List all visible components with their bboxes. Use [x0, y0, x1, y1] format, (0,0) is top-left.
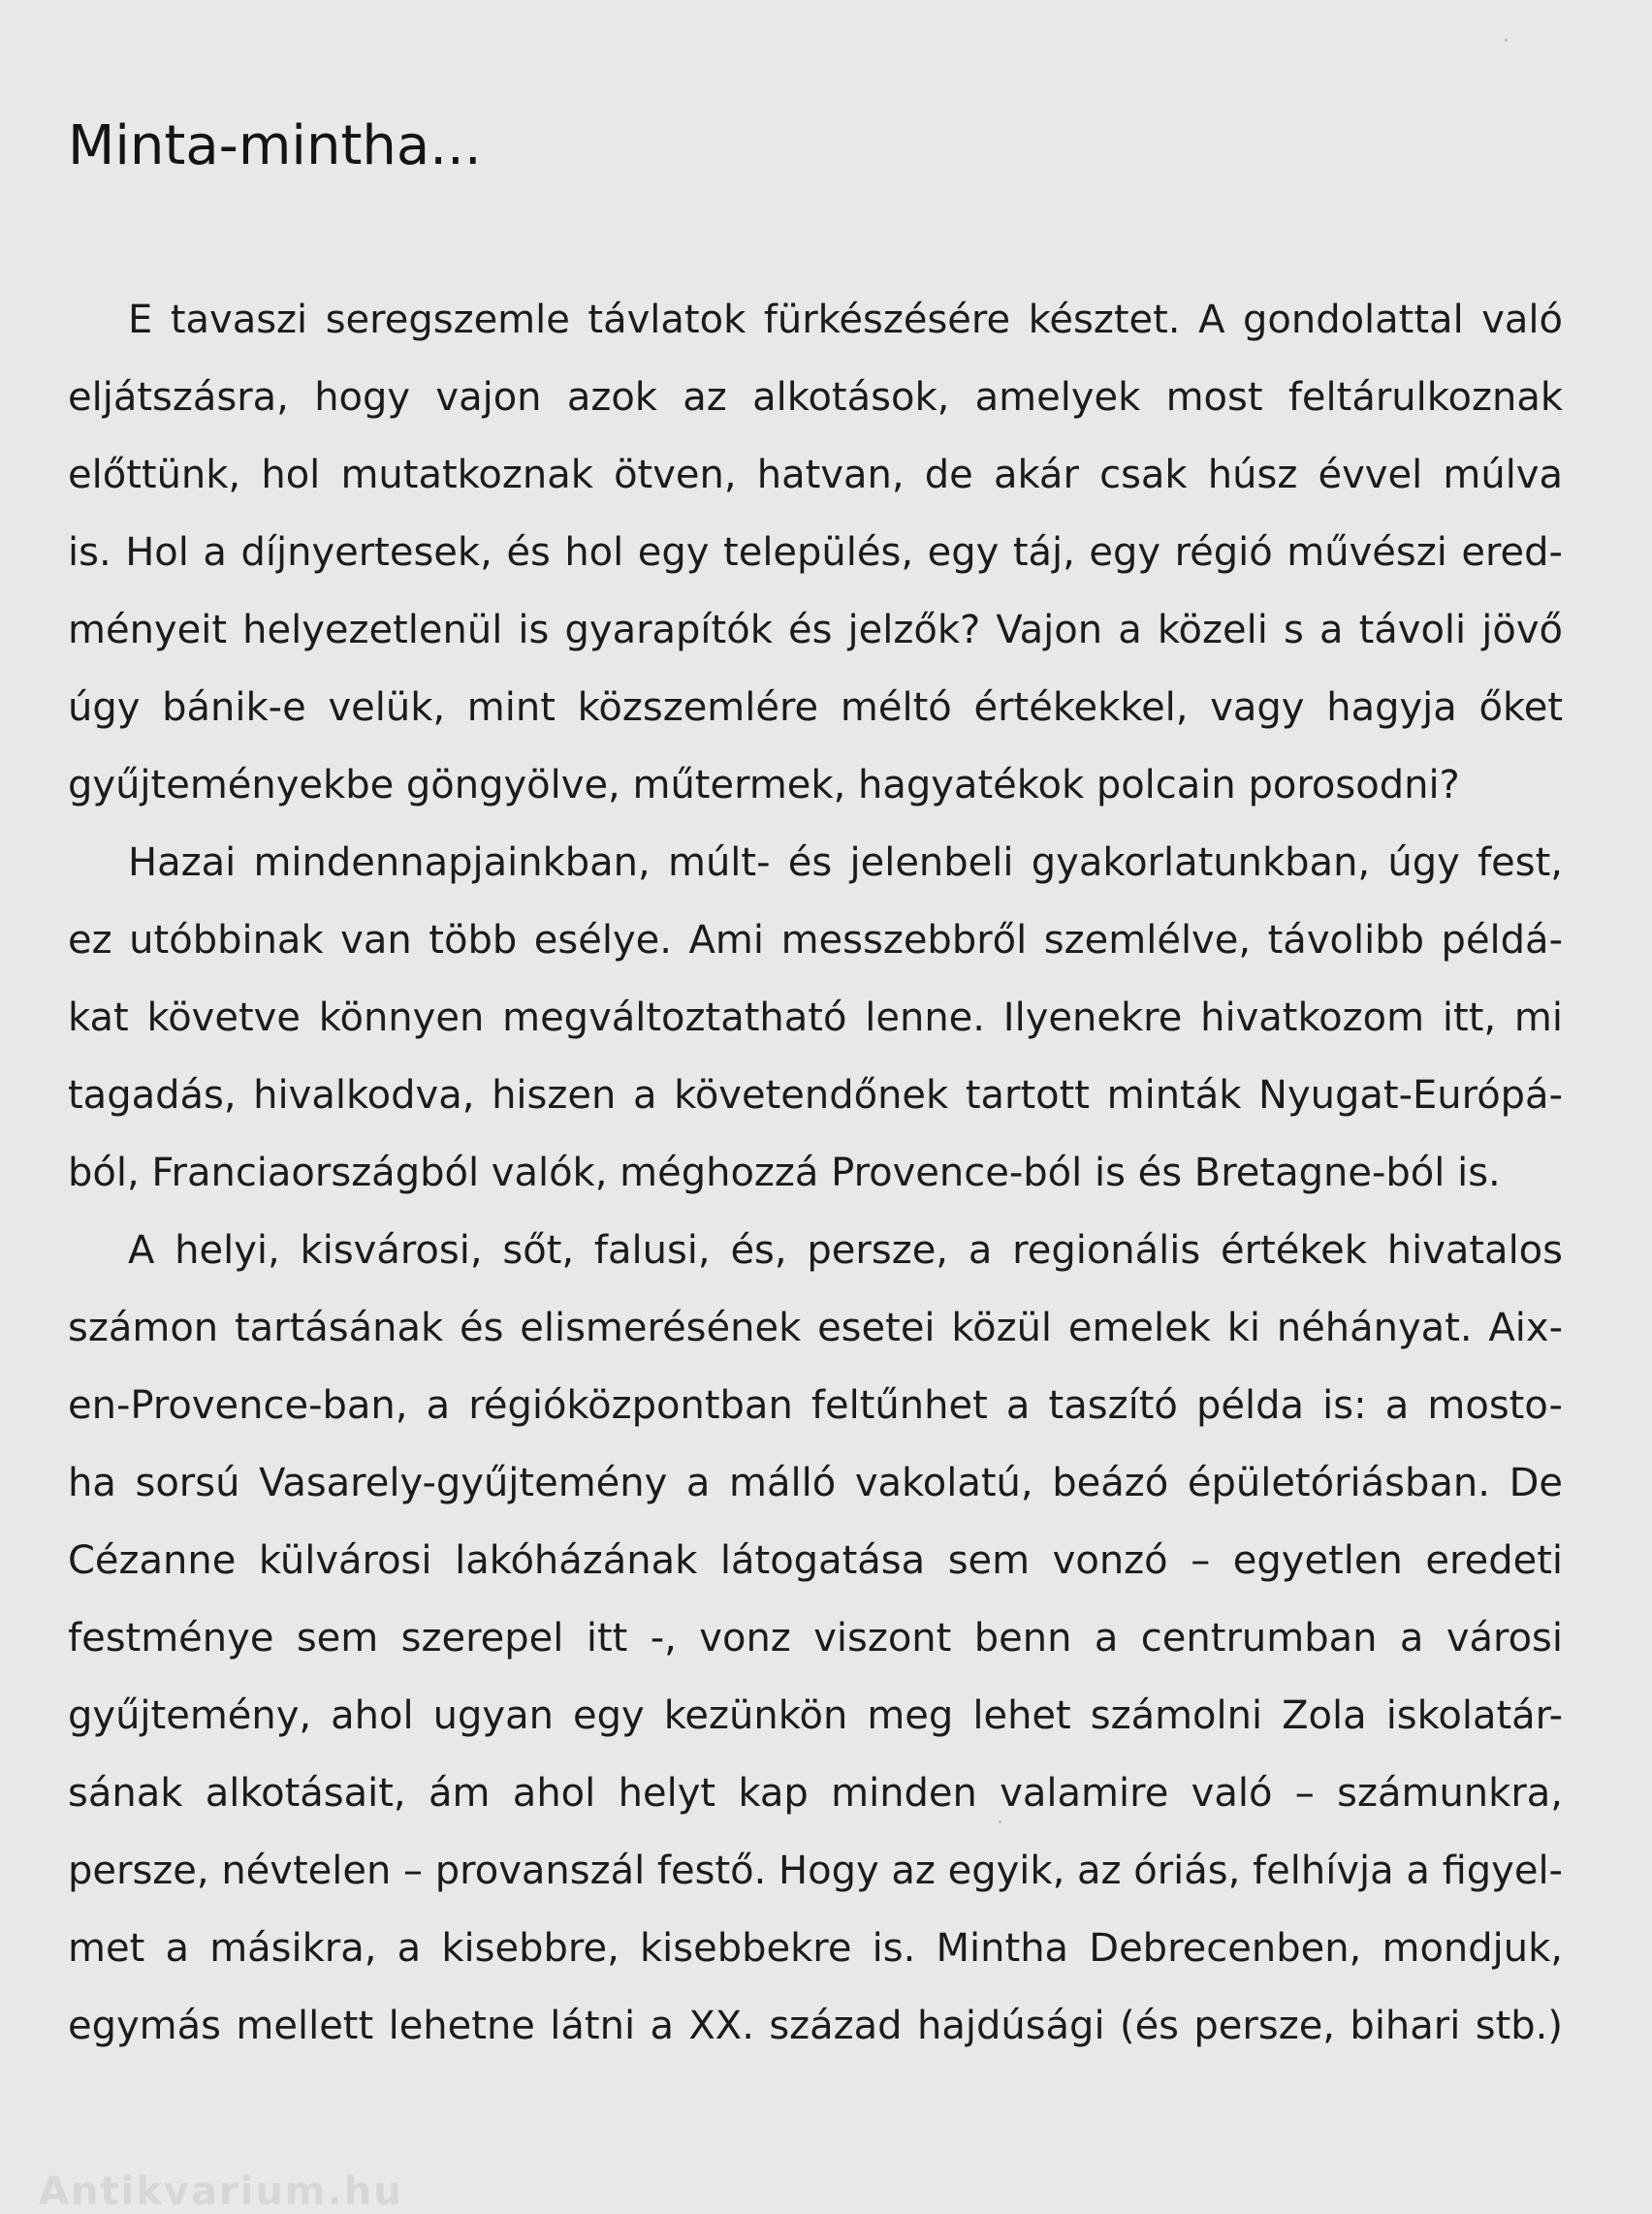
- text-line: számon tartásának és elismerésének esetei közül emelek ki néhányat. Aix-: [68, 1306, 1563, 1350]
- text-line: Hazai mindennapjainkban, múlt- és jelenbeli gyakorlatunkban, úgy fest,: [128, 840, 1563, 885]
- text-line: gyűjtemény, ahol ugyan egy kezünkön meg lehet számolni Zola iskolatár-: [68, 1693, 1563, 1738]
- body-text: [68, 281, 1563, 2065]
- text-line: en-Provence-ban, a régióközpontban feltűnhet a taszító példa is: a mosto-: [68, 1383, 1563, 1428]
- text-line: festménye sem szerepel itt -, vonz viszont benn a centrumban a városi: [68, 1616, 1563, 1660]
- text-line: met a másikra, a kisebbre, kisebbekre is. Mintha Debrecenben, mondjuk,: [68, 1926, 1563, 1971]
- text-line: Cézanne külvárosi lakóházának látogatása sem vonzó – egyetlen eredeti: [68, 1538, 1563, 1583]
- text-line: persze, névtelen – provanszál festő. Hogy az egyik, az óriás, felhívja a figyel-: [68, 1849, 1563, 1893]
- text-line: A helyi, kisvárosi, sőt, falusi, és, persze, a regionális értékek hivatalos: [128, 1228, 1563, 1273]
- text-line: előttünk, hol mutatkoznak ötven, hatvan, de akár csak húsz évvel múlva: [68, 453, 1563, 497]
- text-line: sának alkotásait, ám ahol helyt kap minden valamire való – számunkra,: [68, 1771, 1563, 1816]
- text-line: tagadás, hivalkodva, hiszen a követendőnek tartott minták Nyugat-Európá-: [68, 1073, 1563, 1118]
- text-line: ményeit helyezetlenül is gyarapítók és jelzők? Vajon a közeli s a távoli jövő: [68, 608, 1563, 652]
- text-line: gyűjteményekbe göngyölve, műtermek, hagyatékok polcain porosodni?: [68, 763, 1460, 807]
- text-line: is. Hol a díjnyertesek, és hol egy település, egy táj, egy régió művészi ered-: [68, 530, 1563, 575]
- paper-speck: [999, 1820, 1001, 1823]
- watermark: Antikvarium.hu: [39, 2169, 403, 2214]
- text-line: ez utóbbinak van több esélye. Ami messzebbről szemlélve, távolibb példá-: [68, 918, 1563, 963]
- text-line: ha sorsú Vasarely-gyűjtemény a málló vakolatú, beázó épületóriásban. De: [68, 1461, 1563, 1505]
- paper-speck: [1505, 39, 1508, 42]
- text-line: E tavaszi seregszemle távlatok fürkészésére késztet. A gondolattal való: [128, 298, 1563, 342]
- text-line: kat követve könnyen megváltoztatható lenne. Ilyenekre hivatkozom itt, mi: [68, 996, 1563, 1040]
- text-line: úgy bánik-e velük, mint közszemlére méltó értékekkel, vagy hagyja őket: [68, 685, 1563, 730]
- text-line: eljátszásra, hogy vajon azok az alkotások, amelyek most feltárulkoznak: [68, 375, 1563, 420]
- page-title: Minta-mintha...: [68, 114, 482, 177]
- text-line: egymás mellett lehetne látni a XX. század hajdúsági (és persze, bihari stb.): [68, 2004, 1563, 2048]
- text-line: ból, Franciaországból valók, méghozzá Provence-ból is és Bretagne-ból is.: [68, 1151, 1501, 1195]
